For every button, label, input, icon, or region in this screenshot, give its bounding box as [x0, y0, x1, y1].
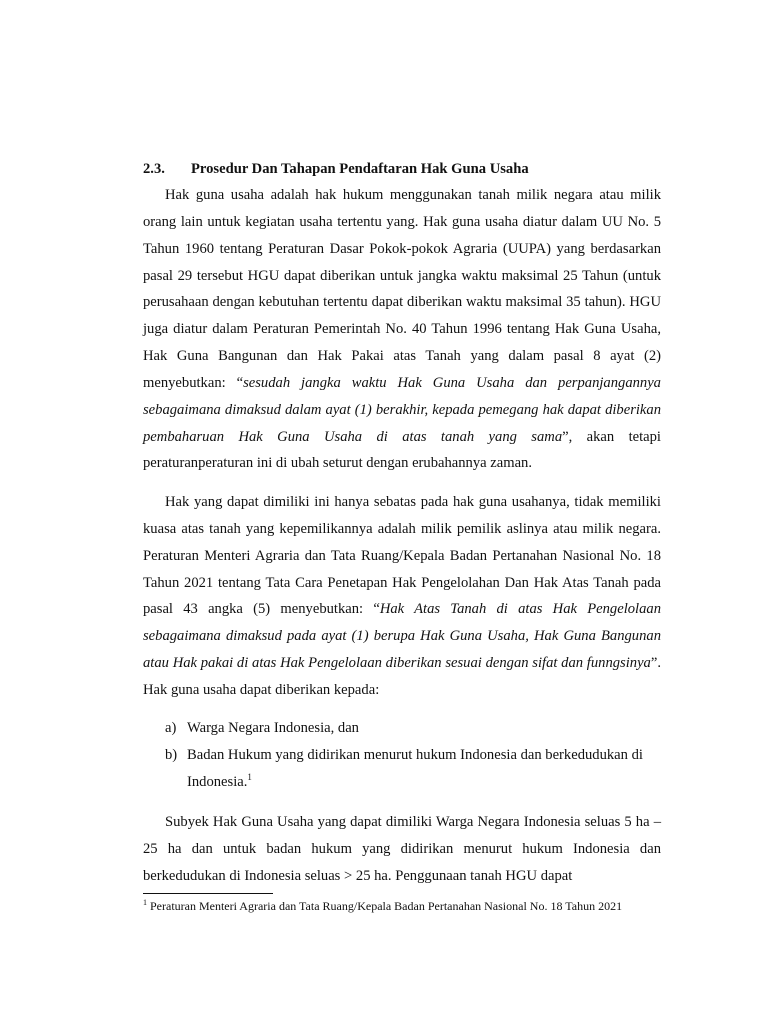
paragraph-2: [143, 489, 661, 704]
list-item: [143, 742, 661, 796]
footnote: [143, 897, 703, 915]
footnote-text: Peraturan Menteri Agraria dan Tata Ruang/Kepala Badan Pertanahan Nasional No. 18 Tahun 2021: [147, 899, 623, 913]
section-number: 2.3.: [143, 161, 165, 177]
paragraph-2-text-a: Hak yang dapat dimiliki ini hanya sebatas pada hak guna usahanya, tidak memiliki kuasa atas tanah yang kepemilikannya adalah milik pemilik aslinya atau milik negara. Peraturan Menteri Agraria dan Tata Ruang/Kepala Badan Pertanahan Nasional No. 18 Tahun 2021 tentang Tata Cara Penetapan Hak Pengelolahan Dan Hak Atas Tanah pada pasal 43 angka (5) menyebutkan: “: [143, 494, 661, 618]
list-item: [143, 715, 661, 742]
list-marker: b): [165, 746, 178, 763]
paragraph-2-quote: Hak Atas Tanah di atas Hak Pengelolaan sebagaimana dimaksud pada ayat (1) berupa Hak Guna Usaha, Hak Guna Bangunan atau Hak pakai di atas Hak Pengelolaan diberikan sesuai dengan sifat dan funngsinya: [143, 601, 661, 672]
section-title: Prosedur Dan Tahapan Pendaftaran Hak Guna Usaha: [191, 161, 529, 177]
footnote-number: 1: [143, 898, 147, 907]
paragraph-1-text-a: Hak guna usaha adalah hak hukum menggunakan tanah milik negara atau milik orang lain untuk kegiatan usaha tertentu yang. Hak guna usaha diatur dalam UU No. 5 Tahun 1960 tentang Peraturan Dasar Pokok-pokok Agraria (UUPA) yang berdasarkan pasal 29 tersebut HGU dapat diberikan untuk jangka waktu maksimal 25 Tahun (untuk perusahaan dengan kebutuhan tertentu dapat diberikan waktu maksimal 35 tahun). HGU juga diatur dalam Peraturan Pemerintah No. 40 Tahun 1996 tentang Hak Guna Usaha, Hak Guna Bangunan dan Hak Pakai atas Tanah yang dalam pasal 8 ayat (2) menyebutkan: “: [143, 187, 661, 391]
list-item-text: Warga Negara Indonesia, dan: [187, 720, 359, 736]
paragraph-3: [143, 809, 661, 890]
footnote-reference[interactable]: 1: [247, 771, 252, 782]
paragraph-1: [143, 182, 661, 477]
section-heading: [143, 159, 661, 179]
recipient-list: [143, 715, 661, 796]
paragraph-1-quote: sesudah jangka waktu Hak Guna Usaha dan perpanjangannya sebagaimana dimaksud dalam ayat (1) berakhir, kepada pemegang hak dapat diberikan pembaharuan Hak Guna Usaha di atas tanah yang sama: [143, 374, 661, 445]
paragraph-2-text-b: ”. Hak guna usaha dapat diberikan kepada:: [143, 655, 661, 698]
footnote-separator: [143, 893, 273, 894]
list-marker: a): [165, 720, 177, 736]
paragraph-1-text-b: ”, akan tetapi peraturanperaturan ini di ubah seturut dengan erubahannya zaman.: [143, 428, 661, 472]
list-item-text: Badan Hukum yang didirikan menurut hukum Indonesia dan berkedudukan di Indonesia.: [187, 746, 643, 790]
paragraph-3-text: Subyek Hak Guna Usaha yang dapat dimiliki Warga Negara Indonesia seluas 5 ha – 25 ha dan untuk badan hukum yang didirikan menurut hukum Indonesia dan berkedudukan di Indonesia seluas > 25 ha. Penggunaan tanah HGU dapat: [143, 814, 661, 884]
